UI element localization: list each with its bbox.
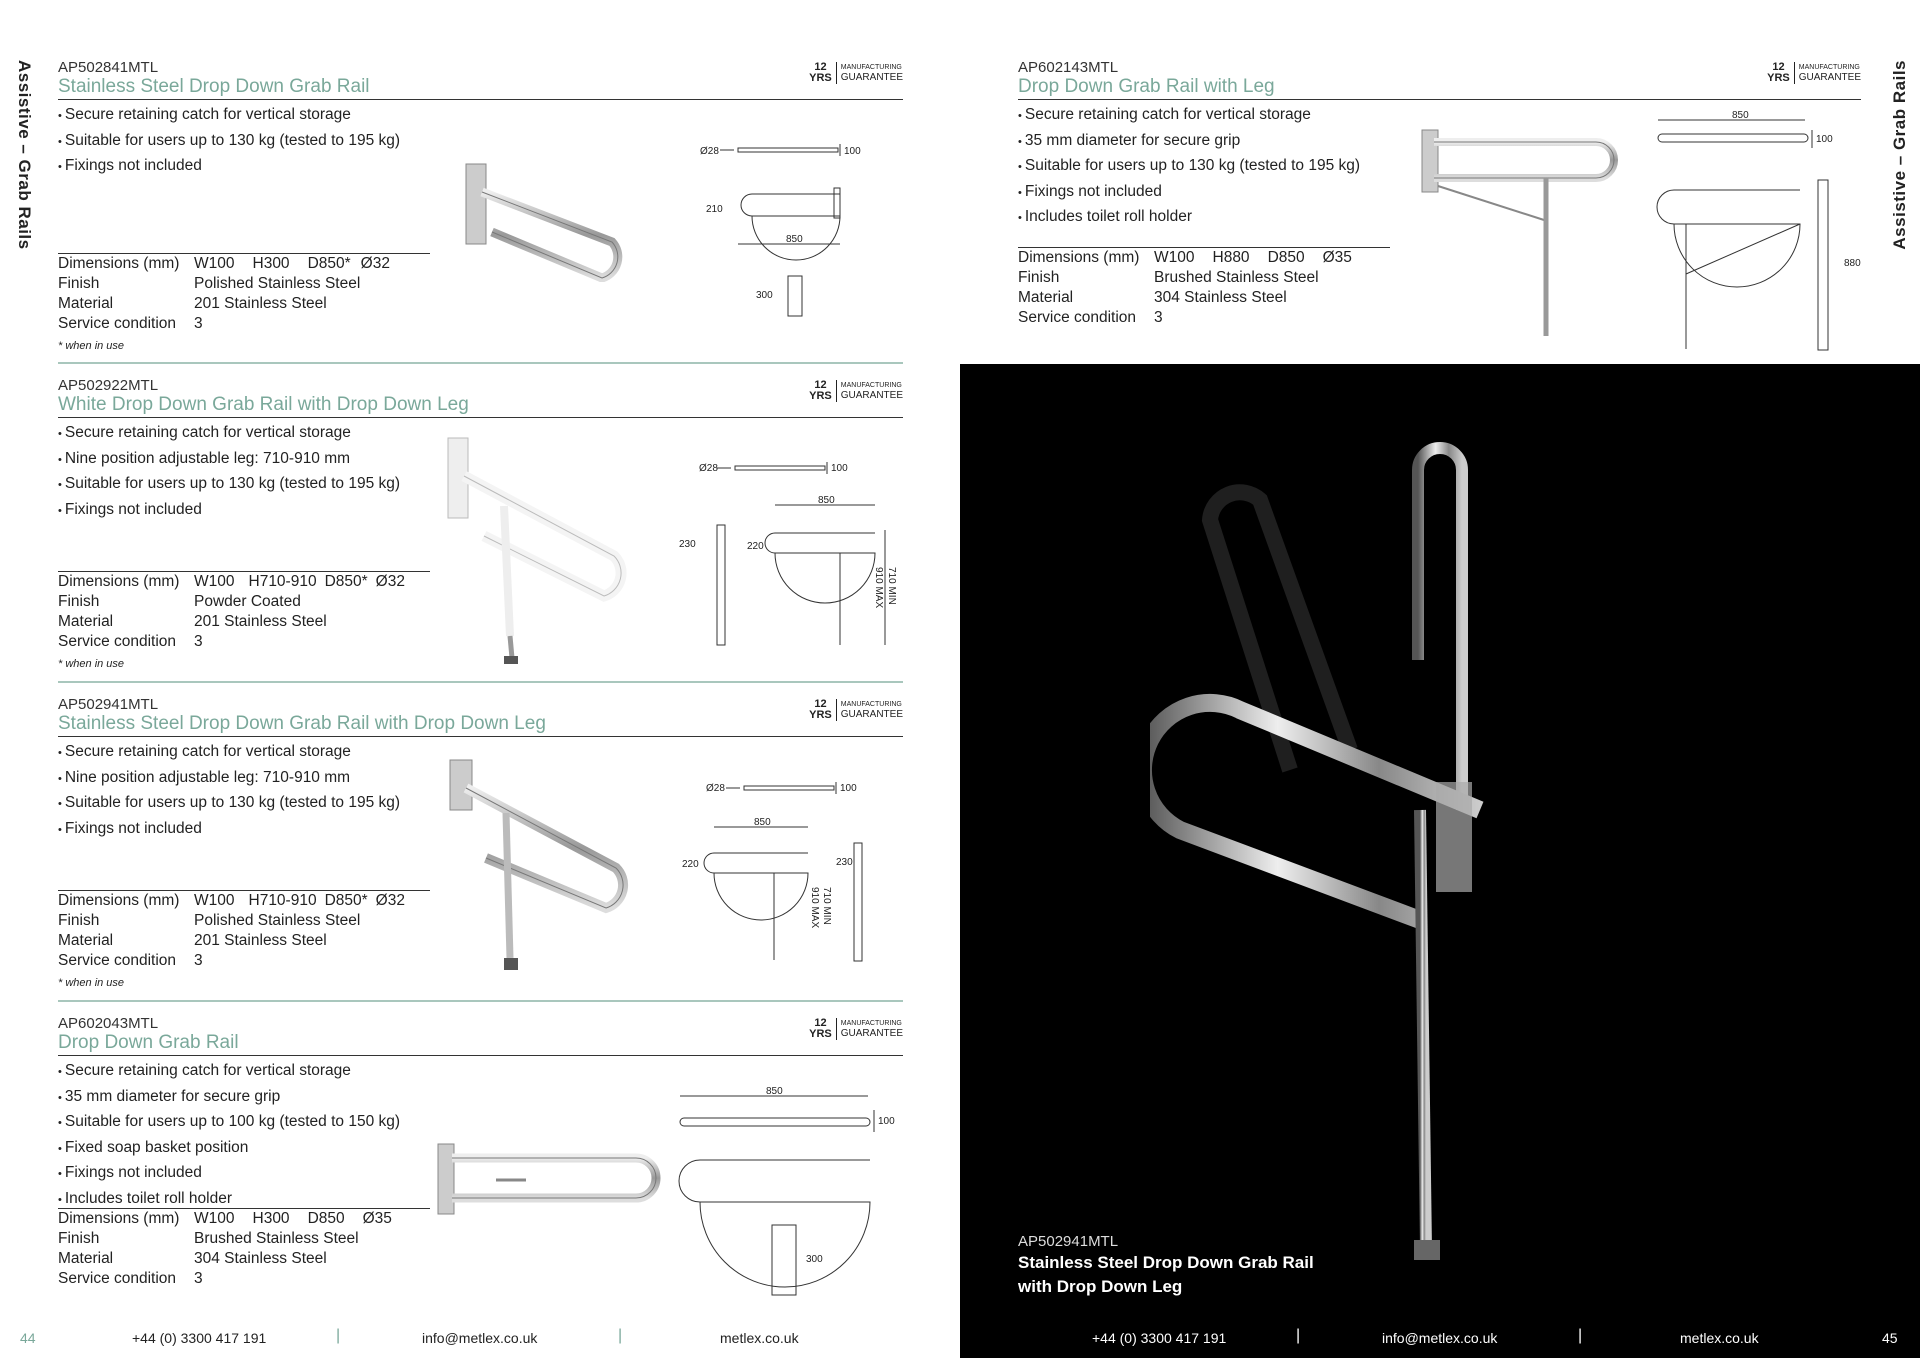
svg-text:230: 230: [836, 857, 853, 868]
spec-table: Dimensions (mm) W100 H880 D850 Ø35 Finish Brushed Stainless Steel Material 304 Stainless Steel Service condition 3: [1018, 247, 1390, 328]
section-divider: [58, 1000, 903, 1002]
side-section-label: Assistive – Grab Rails: [15, 60, 34, 250]
feature-item: • Secure retaining catch for vertical storage: [1018, 103, 1861, 129]
feature-caption-title: with Drop Down Leg: [1018, 1277, 1183, 1296]
footer-separator: |: [618, 1327, 623, 1344]
feature-item: • Fixings not included: [58, 154, 903, 180]
svg-text:850: 850: [1732, 110, 1749, 121]
svg-text:710 MIN: 710 MIN: [886, 567, 897, 605]
feature-item: • Suitable for users up to 130 kg (tested to 195 kg): [58, 472, 903, 498]
svg-text:100: 100: [840, 783, 857, 794]
svg-text:910 MAX: 910 MAX: [809, 887, 820, 929]
technical-drawing: [660, 1080, 910, 1310]
svg-text:910 MAX: 910 MAX: [873, 567, 884, 609]
feature-item: • Nine position adjustable leg: 710-910 mm: [58, 447, 903, 473]
product-code: AP602043MTL: [58, 1015, 159, 1032]
feature-item: • 35 mm diameter for secure grip: [58, 1085, 903, 1111]
footer-separator: |: [1296, 1327, 1301, 1344]
svg-text:710 MIN: 710 MIN: [821, 887, 832, 925]
footnote: * when in use: [58, 977, 125, 989]
feature-product-photo: [1150, 430, 1570, 1270]
page-number: 44: [20, 1330, 36, 1346]
svg-text:850: 850: [766, 1086, 783, 1097]
technical-drawing: [690, 136, 890, 326]
guarantee-badge: 12 YRS MANUFACTURING GUARANTEE: [809, 1017, 903, 1040]
spec-table: Dimensions (mm) W100 H710-910 D850* Ø32 Finish Polished Stainless Steel Material 201 Stainless Steel Service condition 3: [58, 890, 430, 971]
feature-item: • Suitable for users up to 100 kg (tested to 150 kg): [58, 1110, 903, 1136]
svg-text:880: 880: [1844, 258, 1861, 269]
feature-item: • Fixings not included: [1018, 180, 1861, 206]
svg-text:210: 210: [706, 204, 723, 215]
product-code: AP502922MTL: [58, 377, 159, 394]
section-divider: [58, 362, 903, 364]
product-photo: [446, 758, 646, 983]
product-photo: [444, 436, 644, 666]
guarantee-badge: 12 YRS MANUFACTURING GUARANTEE: [1767, 61, 1861, 84]
product-title: Stainless Steel Drop Down Grab Rail: [58, 76, 903, 100]
spec-table: Dimensions (mm) W100 H710-910 D850* Ø32 Finish Powder Coated Material 201 Stainless Steel Service condition 3: [58, 571, 430, 652]
feature-item: • Nine position adjustable leg: 710-910 mm: [58, 766, 903, 792]
footer-email[interactable]: info@metlex.co.uk: [1382, 1330, 1498, 1346]
product-title: Drop Down Grab Rail with Leg: [1018, 76, 1861, 100]
feature-item: • 35 mm diameter for secure grip: [1018, 129, 1861, 155]
feature-item: • Fixings not included: [58, 498, 903, 524]
svg-text:100: 100: [831, 463, 848, 474]
technical-drawing: [1640, 104, 1880, 356]
feature-caption: [1018, 1233, 1314, 1299]
footer-website[interactable]: metlex.co.uk: [1680, 1330, 1759, 1346]
page-number: 45: [1882, 1330, 1898, 1346]
product-code: AP502941MTL: [58, 696, 159, 713]
svg-text:100: 100: [878, 1116, 895, 1127]
footer-phone[interactable]: +44 (0) 3300 417 191: [132, 1330, 267, 1346]
svg-text:100: 100: [1816, 134, 1833, 145]
svg-text:Ø28: Ø28: [700, 146, 719, 157]
feature-item: • Includes toilet roll holder: [58, 1187, 903, 1213]
side-section-label: Assistive – Grab Rails: [1890, 60, 1909, 250]
svg-text:220: 220: [682, 859, 699, 870]
product-photo: [462, 162, 642, 282]
feature-item: • Fixed soap basket position: [58, 1136, 903, 1162]
svg-text:850: 850: [818, 495, 835, 506]
product-code: AP602143MTL: [1018, 59, 1119, 76]
svg-text:850: 850: [754, 817, 771, 828]
svg-text:220: 220: [747, 541, 764, 552]
feature-item: • Suitable for users up to 130 kg (tested to 195 kg): [58, 129, 903, 155]
svg-text:100: 100: [844, 146, 861, 157]
footnote: * when in use: [58, 340, 125, 352]
feature-item: • Fixings not included: [58, 817, 903, 843]
feature-item: • Secure retaining catch for vertical storage: [58, 1059, 903, 1085]
feature-item: • Fixings not included: [58, 1161, 903, 1187]
product-code: AP502841MTL: [58, 59, 159, 76]
svg-text:300: 300: [756, 290, 773, 301]
technical-drawing: [678, 775, 908, 975]
feature-item: • Secure retaining catch for vertical storage: [58, 103, 903, 129]
svg-text:Ø28: Ø28: [706, 783, 725, 794]
svg-text:230: 230: [679, 539, 696, 550]
guarantee-badge: 12 YRS MANUFACTURING GUARANTEE: [809, 379, 903, 402]
svg-text:850: 850: [786, 234, 803, 245]
footer-website[interactable]: metlex.co.uk: [720, 1330, 799, 1346]
section-divider: [58, 681, 903, 683]
product-photo: [1420, 128, 1620, 340]
feature-item: • Secure retaining catch for vertical storage: [58, 421, 903, 447]
product-photo: [436, 1140, 666, 1220]
svg-text:Ø28: Ø28: [699, 463, 718, 474]
spec-table: Dimensions (mm) W100 H300 D850 Ø35 Finish Brushed Stainless Steel Material 304 Stainless Steel Service condition 3: [58, 1208, 430, 1289]
guarantee-badge: 12 YRS MANUFACTURING GUARANTEE: [809, 61, 903, 84]
feature-caption-title: Stainless Steel Drop Down Grab Rail: [1018, 1253, 1314, 1272]
feature-item: • Suitable for users up to 130 kg (tested to 195 kg): [1018, 154, 1861, 180]
footer-email[interactable]: info@metlex.co.uk: [422, 1330, 538, 1346]
footer-separator: |: [336, 1327, 341, 1344]
footnote: * when in use: [58, 658, 125, 670]
spec-table: Dimensions (mm) W100 H300 D850* Ø32 Finish Polished Stainless Steel Material 201 Stainless Steel Service condition 3: [58, 253, 430, 334]
product-title: Stainless Steel Drop Down Grab Rail with Drop Down Leg: [58, 713, 903, 737]
technical-drawing: [675, 455, 905, 655]
product-title: White Drop Down Grab Rail with Drop Down Leg: [58, 394, 903, 418]
guarantee-badge: 12 YRS MANUFACTURING GUARANTEE: [809, 698, 903, 721]
feature-caption-code: AP502941MTL: [1018, 1233, 1119, 1250]
feature-item: • Secure retaining catch for vertical storage: [58, 740, 903, 766]
feature-item: • Suitable for users up to 130 kg (tested to 195 kg): [58, 791, 903, 817]
product-title: Drop Down Grab Rail: [58, 1032, 903, 1056]
feature-item: • Includes toilet roll holder: [1018, 205, 1861, 231]
footer-separator: |: [1578, 1327, 1583, 1344]
svg-text:300: 300: [806, 1254, 823, 1265]
footer-phone[interactable]: +44 (0) 3300 417 191: [1092, 1330, 1227, 1346]
